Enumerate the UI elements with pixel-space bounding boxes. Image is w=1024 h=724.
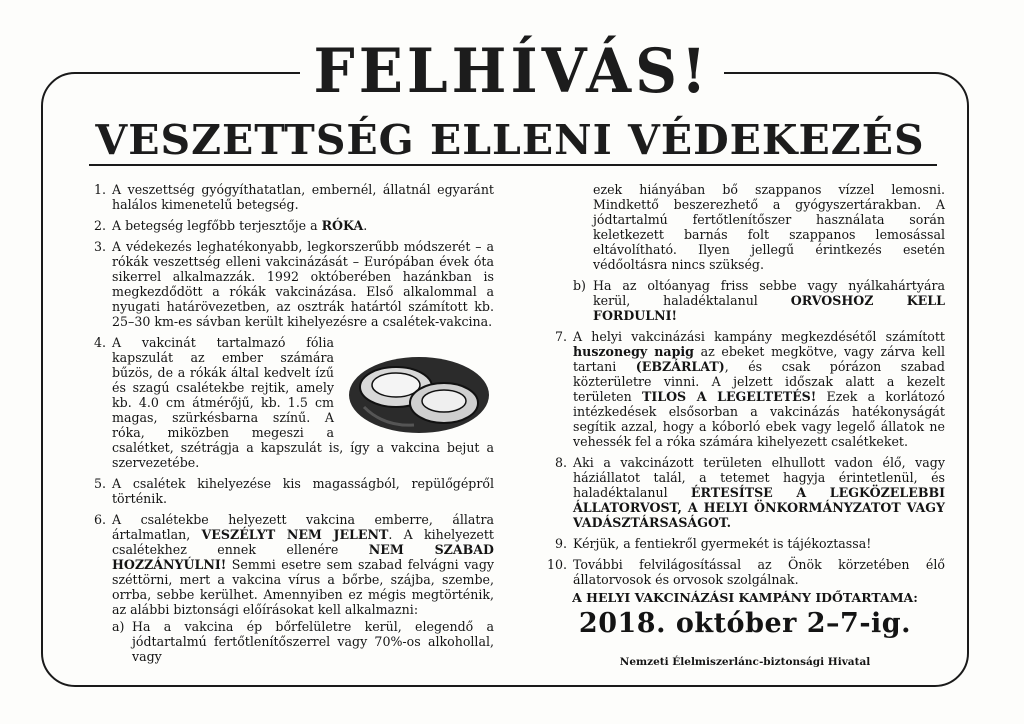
list-item-number: 4.: [93, 335, 106, 350]
list-item-text: A vakcinát tartalmazó fólia kapszulát az ember számára bűzös, de a rókák által kedvelt ízű és szagú csalétekbe rejtik, amely kb. 4.0 cm átmérőjű, kb. 1.5 cm magas, szürkésbarna színű. A róka, miközben megeszi a csalétket, szétrágja a kapszulát is, így a vakcina bejut a szervezetébe.: [112, 335, 494, 470]
list-item: [84, 476, 494, 506]
list-item-number: 8.: [554, 455, 567, 470]
list-item-text: Kérjük, a fentiekről gyermekét is tájékoztassa!: [573, 536, 872, 551]
list-item: [545, 557, 945, 587]
sub-item-number: a): [112, 619, 125, 634]
list-item-text: A betegség legfőbb terjesztője a RÓKA.: [112, 218, 368, 233]
bait-capsule-illustration: [344, 337, 494, 437]
list-item: [84, 182, 494, 212]
list-item-text: A csalétek kihelyezése kis magasságból, repülőgépről történik.: [112, 476, 494, 506]
continuation-text: [545, 182, 945, 272]
list-item-number: 5.: [93, 476, 106, 491]
campaign-date: 2018. október 2–7-ig.: [578, 608, 912, 639]
subtitle-divider: [89, 164, 937, 166]
list-item-number: 3.: [93, 239, 106, 254]
list-item-number: 2.: [93, 218, 106, 233]
list-item-number: 10.: [546, 557, 567, 572]
list-item-text: A csalétekbe helyezett vakcina emberre, állatra ártalmatlan, VESZÉLYT NEM JELENT. A kihelyezett csalétekhez ennek ellenére NEM SZABAD HOZZÁNYÚLNI! Semmi esetre sem szabad felvágni vagy széttörni, mert a vakcina vírus a bőrbe, szájba, szembe, orrba, sebbe kerülhet. Amennyiben ez mégis megtörténik, az alábbi biztonsági előírásokat kell alkalmazni: a) Ha a vakcina ép bőrfelületre kerül, elegendő a jódtartalmú fertőtlenítőszerrel vagy 70%-os alkohollal, vagy: [112, 512, 494, 664]
list-item-text: A védekezés leghatékonyabb, legkorszerűbb módszerét – a rókák veszettség elleni vakcinázását – Európában évek óta sikerrel alkalmazzák. 1992 októberében hazánkban is megkezdődött a rókák vakcinázása. Első alkalommal a nyugati határövezetben, az osztrák határtól számított kb. 25–30 km-es sávban került kihelyezésre a csalétek-vakcina.: [112, 239, 494, 329]
authority-name: Nemzeti Élelmiszerlánc-biztonsági Hivatal: [619, 656, 871, 668]
list-item: [545, 455, 945, 530]
sub-item: [545, 278, 945, 323]
list-item: [545, 536, 945, 551]
list-item: [84, 218, 494, 233]
list-item-number: 6.: [93, 512, 106, 527]
page-subtitle: VESZETTSÉG ELLENI VÉDEKEZÉS: [95, 116, 925, 164]
continuation-body: ezek hiányában bő szappanos vízzel lemosni. Mindkettő beszerezhető a gyógyszertárakban. A jódtartalmú fertőtlenítőszer használata során keletkezett barnás folt szappanos lemosással eltávolítható. Ilyen jellegű érintkezés esetén védőoltásra nincs szükség.: [593, 182, 945, 272]
list-item: [545, 329, 945, 449]
sub-item-number: b): [573, 278, 586, 293]
list-item-text: A helyi vakcinázási kampány megkezdésétől számított huszonegy napig az ebeket megkötve, vagy zárva kell tartani (EBZÁRLAT), és csak pórázon szabad közterületre vinni. A jelzett időszak alatt a kezelt területen TILOS A LEGELTETÉS! Ezek a korlátozó intézkedések elsősorban a vakcinázás hatékonyságát segítik azzal, hogy a kóborló ebek vagy legelő állatok ne vehessék fel a róka számára kihelyezett csalétkeket.: [573, 329, 945, 449]
list-item: [84, 335, 494, 470]
list-item-text: A veszettség gyógyíthatatlan, embernél, állatnál egyaránt halálos kimenetelű betegség.: [112, 182, 494, 212]
sub-item-text: Ha a vakcina ép bőrfelületre kerül, elegendő a jódtartalmú fertőtlenítőszerrel vagy 70%-os alkohollal, vagy: [132, 619, 494, 664]
title-wrap: [0, 35, 1024, 107]
list-item: [84, 239, 494, 329]
list-item-text: További felvilágosítással az Önök körzetében élő állatorvosok és orvosok szolgálnak.: [573, 557, 945, 587]
list-item-text: Aki a vakcinázott területen elhullott vadon élő, vagy háziállatot talál, a tetemet hagyja érintetlenül, és haladéktalanul ÉRTESÍTSE A LEGKÖZELEBBI ÁLLATORVOST, A HELYI ÖNKORMÁNYZATOT VAGY VADÁSZTÁRSASÁGOT.: [573, 455, 945, 530]
left-column: [84, 182, 494, 670]
list-item: [84, 512, 494, 664]
list-item-number: 7.: [554, 329, 567, 344]
right-column: [545, 182, 945, 593]
sub-item-text: Ha az oltóanyag friss sebbe vagy nyálkahártyára kerül, haladéktalanul ORVOSHOZ KELL FORDULNI!: [593, 278, 945, 323]
list-item-number: 1.: [93, 182, 106, 197]
sub-item: [112, 619, 494, 664]
campaign-label: A HELYI VAKCINÁZÁSI KAMPÁNY IDŐTARTAMA:: [572, 590, 918, 605]
page-title: FELHÍVÁS!: [300, 36, 725, 105]
list-item-number: 9.: [554, 536, 567, 551]
